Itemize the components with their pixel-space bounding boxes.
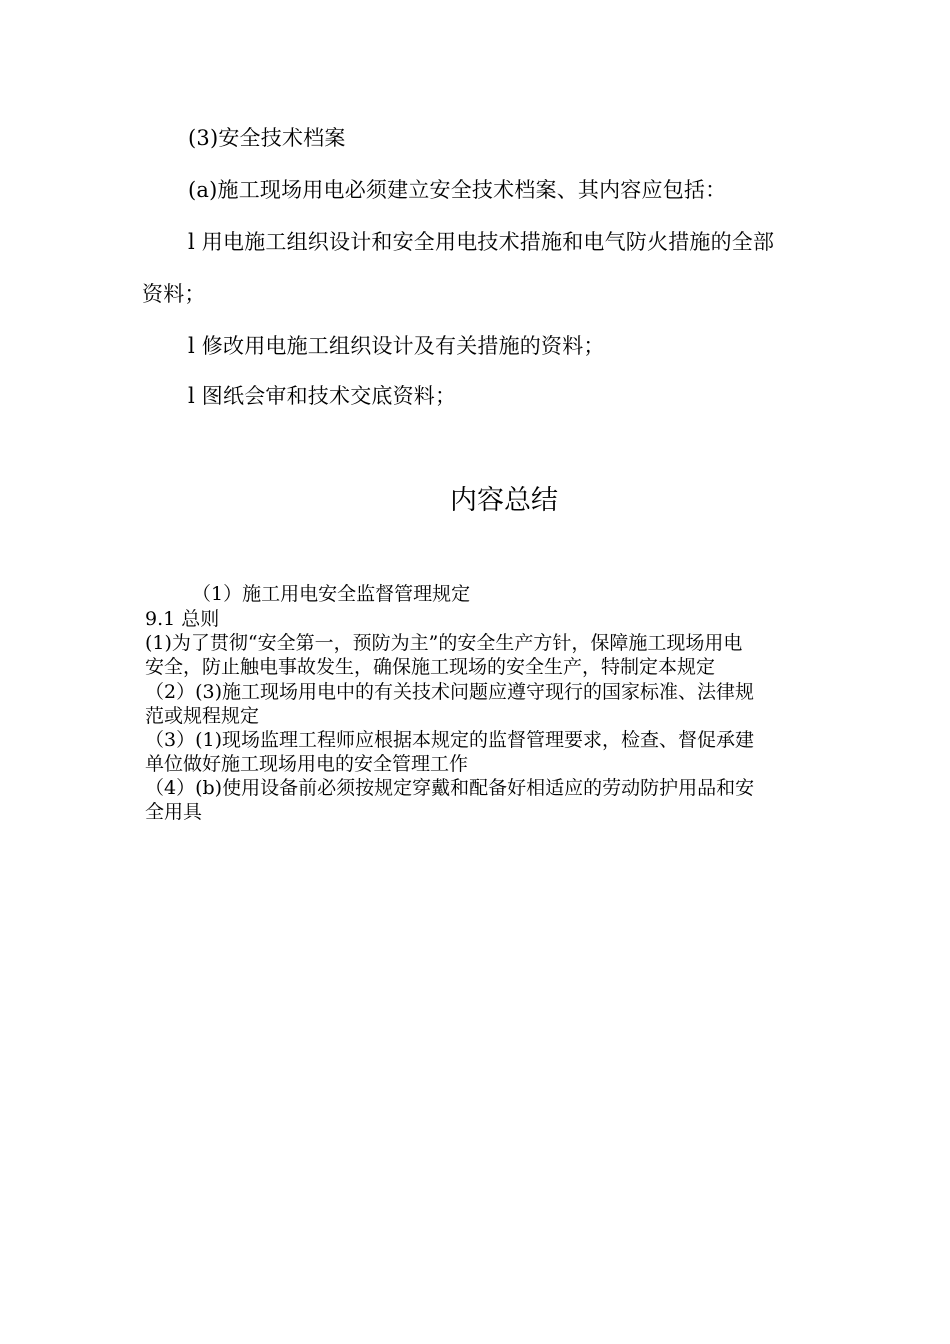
list-item-1-line-2: 资料； — [142, 282, 206, 306]
list-item-1-line-1: l 用电施工组织设计和安全用电技术措施和电气防火措施的全部 — [188, 230, 775, 254]
summary-line: （3）(1)现场监理工程师应根据本规定的监督管理要求，检查、督促承建 — [145, 729, 755, 751]
summary-line: 全用具 — [145, 801, 203, 823]
list-item-3: l 图纸会审和技术交底资料； — [188, 384, 457, 408]
section-intro: (a)施工现场用电必须建立安全技术档案、其内容应包括： — [188, 178, 727, 202]
summary-line: （4）(b)使用设备前必须按规定穿戴和配备好相适应的劳动防护用品和安 — [145, 777, 755, 799]
summary-line: （1）施工用电安全监督管理规定 — [192, 583, 471, 605]
summary-line: 单位做好施工现场用电的安全管理工作 — [145, 753, 469, 775]
summary-line: (1)为了贯彻“安全第一，预防为主”的安全生产方针，保障施工现场用电 — [145, 632, 743, 654]
summary-line: 安全，防止触电事故发生，确保施工现场的安全生产，特制定本规定 — [145, 656, 716, 678]
summary-line: 9.1 总则 — [145, 608, 220, 630]
summary-line: 范或规程规定 — [145, 705, 260, 727]
list-item-2: l 修改用电施工组织设计及有关措施的资料； — [188, 334, 605, 358]
summary-line: （2）(3)施工现场用电中的有关技术问题应遵守现行的国家标准、法律规 — [145, 681, 755, 703]
section-heading: (3)安全技术档案 — [188, 126, 346, 150]
summary-title: 内容总结 — [450, 485, 558, 516]
